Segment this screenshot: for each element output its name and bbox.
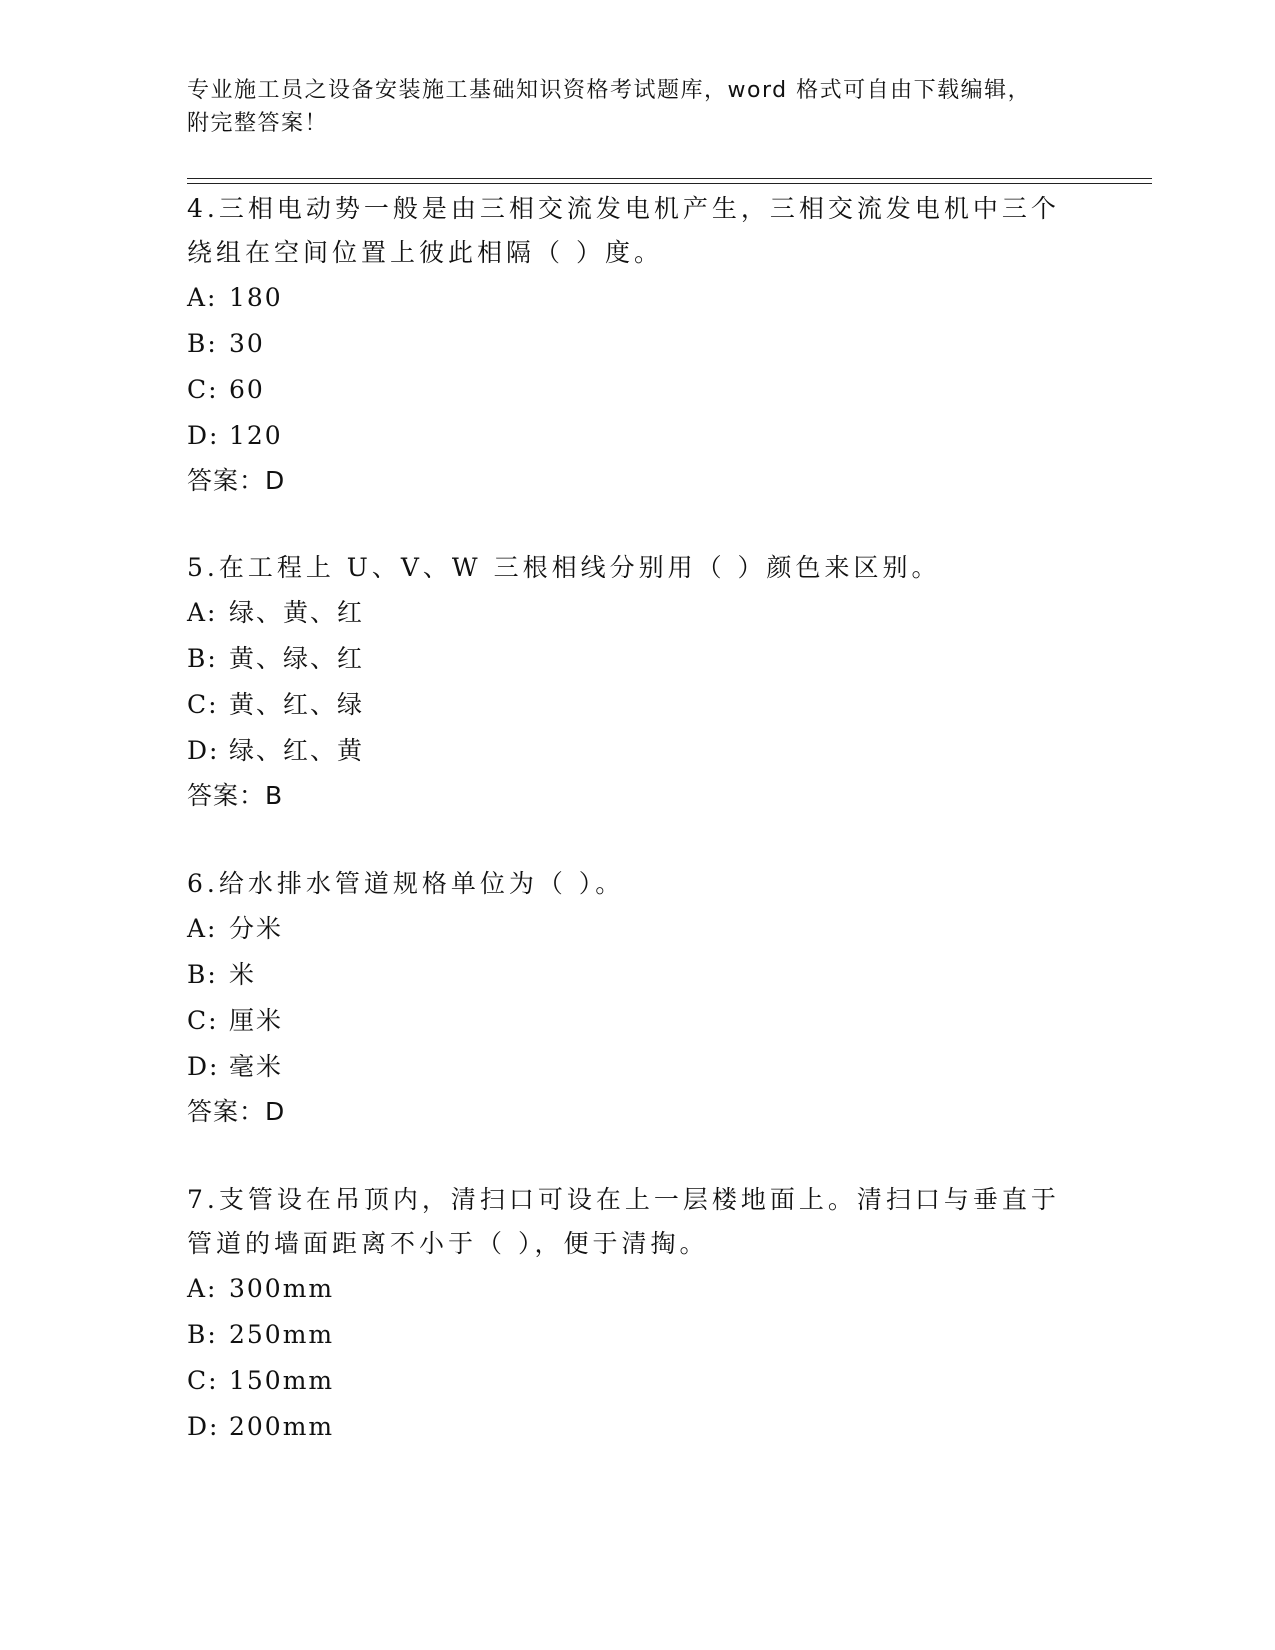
question-4 bbox=[187, 187, 1087, 503]
option-text: 300mm bbox=[229, 1274, 335, 1303]
question-7 bbox=[187, 1178, 1087, 1450]
option-b bbox=[187, 1312, 1087, 1358]
option-letter: D: bbox=[187, 1412, 220, 1441]
option-text: 分米 bbox=[229, 914, 284, 943]
option-b bbox=[187, 636, 1087, 682]
option-letter: A: bbox=[187, 1274, 218, 1303]
option-d bbox=[187, 1044, 1087, 1090]
option-letter: C: bbox=[187, 1006, 219, 1035]
question-stem: 6.给水排水管道规格单位为（ ）。 bbox=[187, 869, 625, 898]
option-text: 30 bbox=[229, 329, 265, 358]
option-letter: C: bbox=[187, 375, 219, 404]
option-letter: B: bbox=[187, 644, 218, 673]
question-stem: 5.在工程上 U、V、W 三根相线分别用（ ）颜色来区别。 bbox=[187, 553, 941, 582]
answer-line: 答案：B bbox=[187, 781, 284, 810]
option-c bbox=[187, 367, 1087, 413]
option-letter: D: bbox=[187, 421, 220, 450]
question-6 bbox=[187, 862, 1087, 1134]
option-c bbox=[187, 1358, 1087, 1404]
option-text: 黄、绿、红 bbox=[229, 644, 365, 673]
option-b bbox=[187, 321, 1087, 367]
option-d bbox=[187, 413, 1087, 459]
option-d bbox=[187, 1404, 1087, 1450]
option-text: 厘米 bbox=[229, 1006, 284, 1035]
option-letter: B: bbox=[187, 960, 218, 989]
option-text: 米 bbox=[229, 960, 257, 989]
option-c bbox=[187, 682, 1087, 728]
option-letter: A: bbox=[187, 598, 218, 627]
question-stem: 4.三相电动势一般是由三相交流发电机产生，三相交流发电机中三个 bbox=[187, 194, 1060, 223]
question-5 bbox=[187, 546, 1087, 818]
option-letter: B: bbox=[187, 329, 218, 358]
option-a bbox=[187, 275, 1087, 321]
option-letter: C: bbox=[187, 690, 219, 719]
answer-line: 答案：D bbox=[187, 1097, 286, 1126]
header-divider-bottom bbox=[187, 183, 1152, 184]
option-text: 180 bbox=[229, 283, 283, 312]
option-c bbox=[187, 998, 1087, 1044]
option-text: 60 bbox=[229, 375, 265, 404]
option-text: 绿、黄、红 bbox=[229, 598, 365, 627]
option-letter: A: bbox=[187, 914, 218, 943]
option-letter: B: bbox=[187, 1320, 218, 1349]
option-text: 黄、红、绿 bbox=[229, 690, 365, 719]
option-a bbox=[187, 906, 1087, 952]
answer-line: 答案：D bbox=[187, 466, 286, 495]
option-a bbox=[187, 590, 1087, 636]
option-a bbox=[187, 1266, 1087, 1312]
option-text: 120 bbox=[229, 421, 283, 450]
option-letter: A: bbox=[187, 283, 218, 312]
header-line-2: 附完整答案！ bbox=[187, 111, 329, 136]
option-text: 毫米 bbox=[229, 1052, 284, 1081]
option-text: 绿、红、黄 bbox=[229, 736, 365, 765]
option-b bbox=[187, 952, 1087, 998]
option-d bbox=[187, 728, 1087, 774]
header-divider-top bbox=[187, 178, 1152, 179]
question-stem-continued: 绕组在空间位置上彼此相隔（ ）度。 bbox=[187, 238, 663, 267]
option-text: 250mm bbox=[229, 1320, 335, 1349]
question-stem-continued: 管道的墙面距离不小于（ ），便于清掏。 bbox=[187, 1229, 709, 1258]
header-line-1: 专业施工员之设备安装施工基础知识资格考试题库，word 格式可自由下载编辑， bbox=[187, 78, 1032, 103]
question-stem: 7.支管设在吊顶内，清扫口可设在上一层楼地面上。清扫口与垂直于 bbox=[187, 1185, 1060, 1214]
option-text: 150mm bbox=[229, 1366, 335, 1395]
option-letter: C: bbox=[187, 1366, 219, 1395]
option-letter: D: bbox=[187, 736, 220, 765]
option-letter: D: bbox=[187, 1052, 220, 1081]
option-text: 200mm bbox=[229, 1412, 335, 1441]
document-header bbox=[187, 74, 1067, 140]
